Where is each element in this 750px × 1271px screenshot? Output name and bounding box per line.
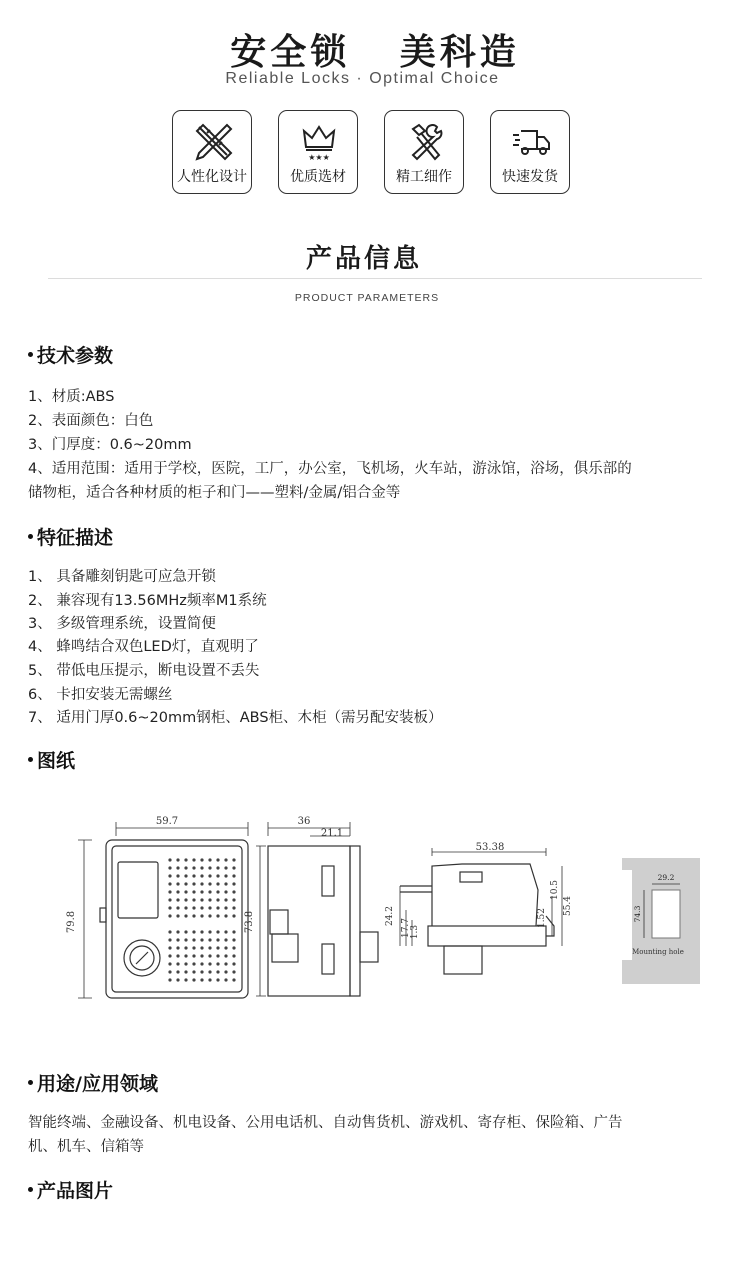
dim-top-h1: 24.2 bbox=[385, 905, 395, 927]
crown-icon bbox=[299, 119, 339, 163]
badge-design bbox=[172, 110, 252, 194]
technical-drawings bbox=[60, 810, 710, 1010]
feature-line: 4、 蜂鸣结合双色LED灯，直观明了 bbox=[28, 639, 259, 655]
feature-line: 3、 多级管理系统，设置简便 bbox=[28, 616, 216, 632]
hero-title: 安全锁 美科造 bbox=[230, 32, 520, 73]
hole-label: Mounting hole bbox=[632, 948, 684, 956]
dim-top-h3: 1.3 bbox=[410, 924, 420, 940]
front-view-grid bbox=[168, 858, 235, 981]
dim-top-width: 53.38 bbox=[475, 842, 505, 853]
tools-icon bbox=[405, 119, 445, 163]
truck-icon bbox=[511, 119, 551, 163]
feature-line: 2、 兼容现有13.56MHz频率M1系统 bbox=[28, 593, 267, 609]
usage-line: 智能终端、金融设备、机电设备、公用电话机、自动售货机、游戏机、寄存柜、保险箱、广告 bbox=[28, 1115, 623, 1131]
feature-badges bbox=[172, 110, 582, 196]
tech-line: 储物柜，适合各种材质的柜子和门——塑料/金属/铝合金等 bbox=[28, 485, 401, 501]
section-divider bbox=[48, 278, 702, 279]
dim-side-height: 73.8 bbox=[244, 910, 255, 934]
badge-design-label: 人性化设计 bbox=[177, 169, 247, 185]
side-view bbox=[256, 822, 378, 996]
dim-hole-height: 74.3 bbox=[633, 905, 642, 923]
section-title: 产品信息 bbox=[305, 244, 422, 274]
feature-line: 6、 卡扣安装无需螺丝 bbox=[28, 687, 173, 703]
dim-top-h5: 10.5 bbox=[550, 879, 560, 901]
badge-craft-label: 精工细作 bbox=[396, 169, 452, 185]
dim-front-width: 59.7 bbox=[155, 816, 179, 827]
badge-shipping bbox=[490, 110, 570, 194]
ruler-pencil-icon bbox=[193, 119, 233, 163]
feature-line: 7、 适用门厚0.6~20mm钢柜、ABS柜、木柜（需另配安装板） bbox=[28, 710, 443, 726]
dim-top-h2: 17.7 bbox=[401, 917, 411, 939]
tech-line: 2、表面颜色：白色 bbox=[28, 413, 154, 429]
dim-front-height: 79.8 bbox=[66, 910, 77, 934]
drawing-heading: 图纸 bbox=[28, 746, 75, 773]
photos-heading: 产品图片 bbox=[28, 1176, 113, 1203]
dim-top-h6: 55.4 bbox=[563, 895, 573, 917]
tech-line: 3、门厚度：0.6~20mm bbox=[28, 437, 192, 453]
badge-material-label: 优质选材 bbox=[290, 169, 346, 185]
feature-line: 1、 具备雕刻钥匙可应急开锁 bbox=[28, 569, 216, 585]
svg-text:★★★: ★★★ bbox=[308, 153, 330, 162]
badge-craft bbox=[384, 110, 464, 194]
dim-side-inner: 21.1 bbox=[320, 828, 344, 839]
usage-line: 机、机车、信箱等 bbox=[28, 1139, 144, 1155]
dim-top-h4: 1.52 bbox=[537, 907, 547, 929]
dim-side-depth: 36 bbox=[297, 816, 311, 827]
feature-line: 5、 带低电压提示，断电设置不丢失 bbox=[28, 663, 260, 679]
badge-shipping-label: 快速发货 bbox=[502, 169, 558, 185]
dim-hole-width: 29.2 bbox=[657, 873, 675, 882]
front-view bbox=[78, 822, 248, 998]
section-subtitle: PRODUCT PARAMETERS bbox=[294, 292, 440, 304]
hero-subtitle: Reliable Locks · Optimal Choice bbox=[225, 70, 500, 87]
tech-heading: 技术参数 bbox=[28, 341, 113, 368]
tech-line: 1、材质:ABS bbox=[28, 389, 115, 405]
badge-material bbox=[278, 110, 358, 194]
features-heading: 特征描述 bbox=[28, 523, 113, 550]
usage-heading: 用途/应用领域 bbox=[28, 1069, 158, 1096]
tech-line: 4、适用范围：适用于学校，医院，工厂，办公室，飞机场，火车站，游泳馆，浴场，俱乐部的 bbox=[28, 461, 632, 477]
